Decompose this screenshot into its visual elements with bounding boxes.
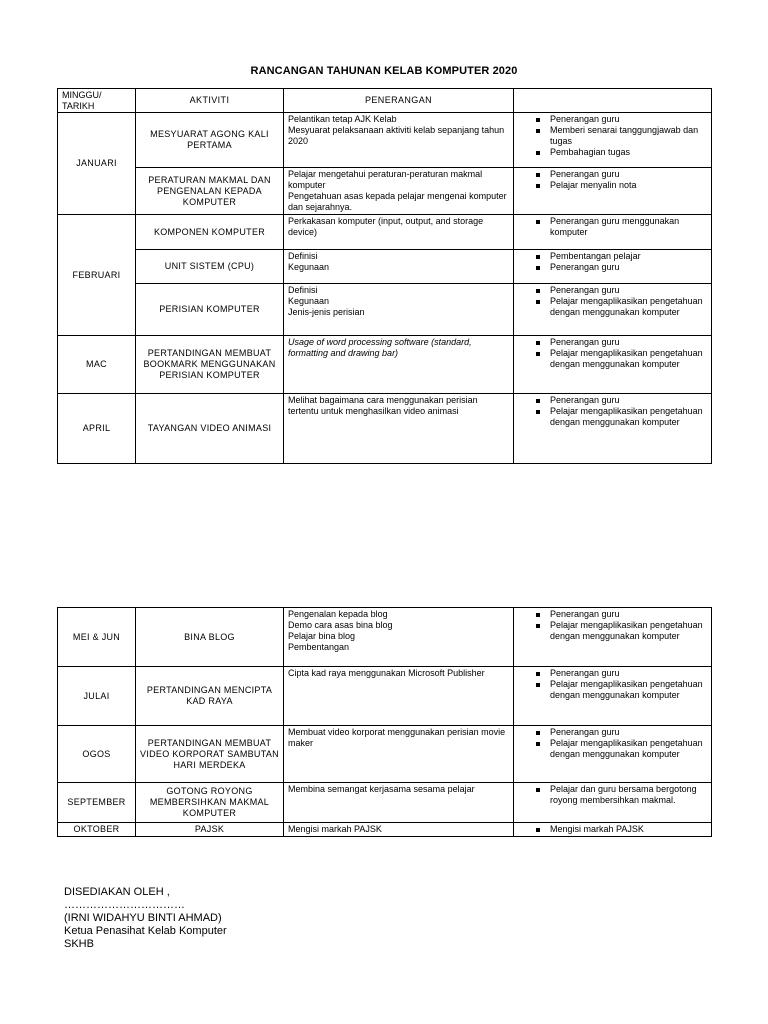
description-cell (284, 113, 514, 168)
table-row (58, 823, 712, 837)
description-line: Membina semangat kerjasama sesama pelajar (288, 784, 475, 794)
description-line: Pengenalan kepada blog (288, 609, 388, 619)
method-list-item: Penerangan guru (534, 668, 707, 679)
annual-plan-table-1 (57, 88, 712, 464)
school-name: SKHB (64, 938, 94, 950)
description-line: Jenis-jenis perisian (288, 307, 365, 317)
table-row (58, 250, 712, 284)
annual-plan-table-2 (57, 607, 712, 837)
method-list (534, 216, 707, 238)
table-row (58, 394, 712, 464)
table-row (58, 113, 712, 168)
method-list (534, 784, 707, 806)
method-list-item: Penerangan guru menggunakan komputer (534, 216, 707, 238)
method-list-item: Mengisi markah PAJSK (534, 824, 707, 835)
method-cell (514, 667, 712, 726)
activity-cell: PERTANDINGAN MENCIPTA KAD RAYA (136, 667, 284, 726)
description-cell (284, 608, 514, 667)
description-line: Pelajar bina blog (288, 631, 356, 641)
table-row (58, 168, 712, 215)
method-cell (514, 284, 712, 336)
document-title: RANCANGAN TAHUNAN KELAB KOMPUTER 2020 (250, 65, 518, 77)
method-list (534, 251, 707, 273)
method-cell (514, 250, 712, 284)
method-list-item: Pelajar dan guru bersama bergotong royong membersihkan makmal. (534, 784, 707, 806)
table-header-row (58, 89, 712, 113)
method-cell (514, 823, 712, 837)
description-line: Usage of word processing software (standard, formatting and drawing bar) (288, 337, 472, 358)
description-cell (284, 250, 514, 284)
method-list-item: Pelajar menyalin nota (534, 180, 707, 191)
method-list-item: Pelajar mengaplikasikan pengetahuan dengan menggunakan komputer (534, 620, 707, 642)
prepared-by-section (64, 886, 227, 951)
method-list-item: Penerangan guru (534, 169, 707, 180)
activity-cell: UNIT SISTEM (CPU) (136, 250, 284, 284)
description-line: Melihat bagaimana cara menggunakan perisian tertentu untuk menghasilkan video animasi (288, 395, 478, 416)
description-cell (284, 284, 514, 336)
method-cell (514, 336, 712, 394)
method-list (534, 395, 707, 428)
table-row (58, 726, 712, 783)
description-line: Pelantikan tetap AJK Kelab (288, 114, 397, 124)
description-cell (284, 823, 514, 837)
method-list (534, 114, 707, 158)
method-list (534, 285, 707, 318)
month-cell: MAC (58, 336, 136, 394)
description-line: Definisi (288, 251, 318, 261)
activity-cell: BINA BLOG (136, 608, 284, 667)
method-list-item: Penerangan guru (534, 727, 707, 738)
method-list-item: Pelajar mengaplikasikan pengetahuan dengan menggunakan komputer (534, 738, 707, 760)
table-row (58, 284, 712, 336)
table-row (58, 783, 712, 823)
header-description: PENERANGAN (284, 89, 514, 113)
month-cell: JULAI (58, 667, 136, 726)
month-cell: JANUARI (58, 113, 136, 215)
method-list-item: Penerangan guru (534, 285, 707, 296)
description-cell (284, 726, 514, 783)
description-cell (284, 667, 514, 726)
method-list (534, 609, 707, 642)
method-list-item: Penerangan guru (534, 262, 707, 273)
description-line: Mengisi markah PAJSK (288, 824, 382, 834)
header-month: MINGGU/ TARIKH (58, 89, 136, 113)
description-cell (284, 336, 514, 394)
activity-cell: KOMPONEN KOMPUTER (136, 215, 284, 250)
description-line: Definisi (288, 285, 318, 295)
month-cell: APRIL (58, 394, 136, 464)
method-list-item: Penerangan guru (534, 114, 707, 125)
method-list (534, 668, 707, 701)
description-line: Pembentangan (288, 642, 350, 652)
method-list-item: Penerangan guru (534, 337, 707, 348)
header-notes (514, 89, 712, 113)
description-cell (284, 168, 514, 215)
prepared-by-label: DISEDIAKAN OLEH , (64, 886, 170, 898)
month-cell: OKTOBER (58, 823, 136, 837)
method-cell (514, 608, 712, 667)
month-cell: OGOS (58, 726, 136, 783)
method-list-item: Pelajar mengaplikasikan pengetahuan dengan menggunakan komputer (534, 296, 707, 318)
method-cell (514, 783, 712, 823)
method-list-item: Pelajar mengaplikasikan pengetahuan dengan menggunakan komputer (534, 348, 707, 370)
description-line: Membuat video korporat menggunakan perisian movie maker (288, 727, 506, 748)
description-cell (284, 215, 514, 250)
method-list-item: Pelajar mengaplikasikan pengetahuan dengan menggunakan komputer (534, 679, 707, 701)
method-list-item: Pembahagian tugas (534, 147, 707, 158)
method-list-item: Pembentangan pelajar (534, 251, 707, 262)
month-cell: FEBRUARI (58, 215, 136, 336)
method-cell (514, 168, 712, 215)
method-cell (514, 215, 712, 250)
table-row (58, 667, 712, 726)
header-activity: AKTIVITI (136, 89, 284, 113)
method-list (534, 727, 707, 760)
description-line: Cipta kad raya menggunakan Microsoft Publisher (288, 668, 485, 678)
description-line: Kegunaan (288, 296, 330, 306)
activity-cell: PERISIAN KOMPUTER (136, 284, 284, 336)
method-cell (514, 113, 712, 168)
preparer-name: (IRNI WIDAHYU BINTI AHMAD) (64, 912, 222, 924)
activity-cell: PAJSK (136, 823, 284, 837)
month-cell: SEPTEMBER (58, 783, 136, 823)
description-line: Demo cara asas bina blog (288, 620, 393, 630)
method-list-item: Memberi senarai tanggungjawab dan tugas (534, 125, 707, 147)
description-line: Pengetahuan asas kepada pelajar mengenai komputer dan sejarahnya. (288, 191, 507, 212)
table-row (58, 215, 712, 250)
method-cell (514, 726, 712, 783)
activity-cell: PERTANDINGAN MEMBUAT VIDEO KORPORAT SAMBUTAN HARI MERDEKA (136, 726, 284, 783)
method-list (534, 824, 707, 835)
description-line: Pelajar mengetahui peraturan-peraturan makmal komputer (288, 169, 483, 190)
activity-cell: PERATURAN MAKMAL DAN PENGENALAN KEPADA KOMPUTER (136, 168, 284, 215)
description-line: Mesyuarat pelaksanaan aktiviti kelab sepanjang tahun 2020 (288, 125, 505, 146)
description-line: Perkakasan komputer (input, output, and storage device) (288, 216, 484, 237)
preparer-position: Ketua Penasihat Kelab Komputer (64, 925, 227, 937)
description-cell (284, 394, 514, 464)
activity-cell: PERTANDINGAN MEMBUAT BOOKMARK MENGGUNAKAN PERISIAN KOMPUTER (136, 336, 284, 394)
description-line: Kegunaan (288, 262, 330, 272)
method-list-item: Penerangan guru (534, 609, 707, 620)
activity-cell: MESYUARAT AGONG KALI PERTAMA (136, 113, 284, 168)
table-row (58, 336, 712, 394)
method-cell (514, 394, 712, 464)
signature-line: …………………………… (64, 899, 185, 911)
activity-cell: GOTONG ROYONG MEMBERSIHKAN MAKMAL KOMPUTER (136, 783, 284, 823)
method-list-item: Pelajar mengaplikasikan pengetahuan dengan menggunakan komputer (534, 406, 707, 428)
method-list-item: Penerangan guru (534, 395, 707, 406)
table-row (58, 608, 712, 667)
method-list (534, 337, 707, 370)
month-cell: MEI & JUN (58, 608, 136, 667)
activity-cell: TAYANGAN VIDEO ANIMASI (136, 394, 284, 464)
method-list (534, 169, 707, 191)
description-cell (284, 783, 514, 823)
